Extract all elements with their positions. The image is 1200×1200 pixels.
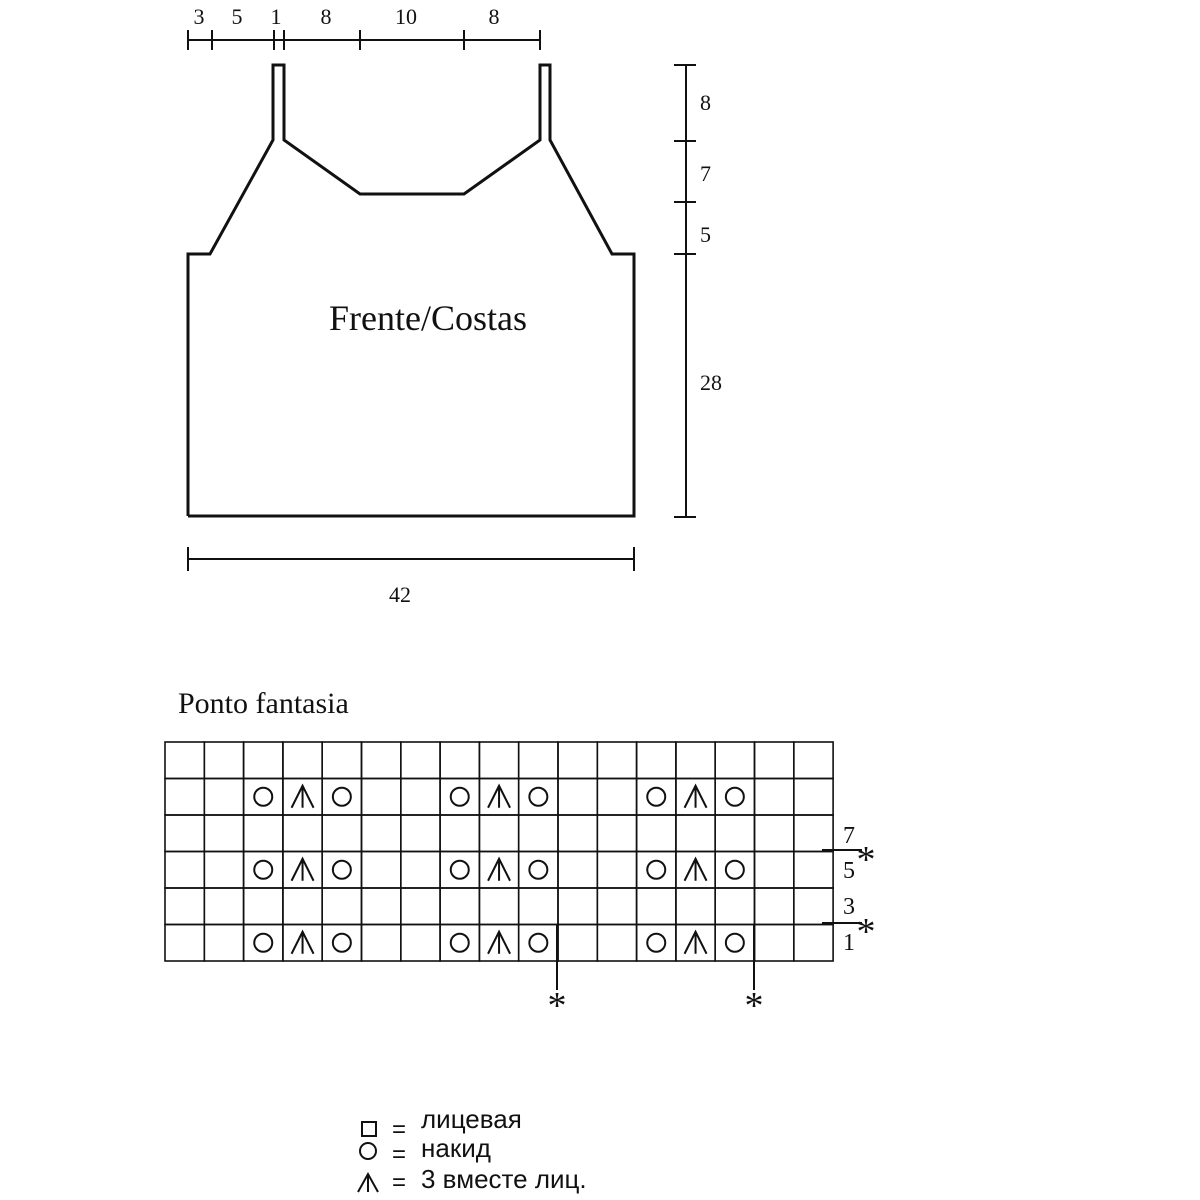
chart-cell [794, 888, 833, 925]
chart-cell [715, 852, 754, 889]
stitch-chart-symbols [254, 786, 744, 954]
chart-cell [558, 815, 597, 852]
chart-cell [322, 779, 361, 816]
chart-cell [558, 852, 597, 889]
chart-cell [165, 852, 204, 889]
legend-eq-1: = [392, 1116, 407, 1143]
chart-cell [519, 925, 558, 962]
chart-cell [755, 925, 794, 962]
k3tog-symbol [488, 932, 510, 954]
k3tog-symbol [685, 859, 707, 881]
stitch-chart-grid [165, 742, 833, 961]
side-measure-2: 7 [700, 161, 711, 186]
schematic-title: Frente/Costas [329, 298, 527, 338]
chart-cell [794, 742, 833, 779]
chart-cell [519, 852, 558, 889]
k3tog-symbol [292, 786, 314, 808]
chart-cell [755, 852, 794, 889]
chart-cell [597, 779, 636, 816]
chart-cell [401, 742, 440, 779]
yarn-over-symbol [254, 934, 272, 952]
chart-cell [519, 888, 558, 925]
chart-cell [204, 779, 243, 816]
yarn-over-symbol [726, 934, 744, 952]
yarn-over-symbol [451, 861, 469, 879]
chart-cell [597, 742, 636, 779]
legend-eq-3: = [392, 1169, 407, 1196]
top-measure-6: 8 [488, 4, 500, 29]
chart-cell [362, 925, 401, 962]
chart-cell [440, 815, 479, 852]
chart-cell [479, 888, 518, 925]
yarn-over-symbol [254, 861, 272, 879]
row-repeat-mark-lower: * [856, 911, 876, 953]
yarn-over-symbol [647, 861, 665, 879]
top-measure-2: 5 [231, 4, 243, 29]
chart-cell [637, 779, 676, 816]
chart-cell [244, 852, 283, 889]
chart-cell [401, 925, 440, 962]
row-repeat-mark-upper: * [856, 839, 876, 881]
chart-cell [676, 815, 715, 852]
chart-cell [401, 815, 440, 852]
knit-square-icon [362, 1122, 376, 1136]
side-measure-4: 28 [700, 370, 722, 395]
chart-cell [637, 852, 676, 889]
repeat-marks [548, 924, 764, 1027]
chart-cell [401, 779, 440, 816]
legend-label-yarn-over: накид [421, 1133, 491, 1163]
chart-cell [244, 779, 283, 816]
chart-cell [362, 779, 401, 816]
chart-cell [322, 925, 361, 962]
chart-cell [755, 888, 794, 925]
bottom-width-label: 42 [389, 582, 411, 607]
chart-cell [715, 888, 754, 925]
chart-cell [794, 925, 833, 962]
chart-cell [637, 925, 676, 962]
yarn-over-symbol [333, 788, 351, 806]
chart-cell [755, 742, 794, 779]
chart-cell [597, 888, 636, 925]
chart-cell [558, 779, 597, 816]
bottom-width-ruler [188, 547, 634, 607]
chart-cell [322, 742, 361, 779]
row-labels [822, 823, 876, 956]
side-measure-3: 5 [700, 222, 711, 247]
k3tog-symbol [488, 859, 510, 881]
chart-cell [204, 815, 243, 852]
yarn-over-symbol [529, 934, 547, 952]
k3tog-symbol [685, 932, 707, 954]
yarn-over-symbol [451, 934, 469, 952]
legend-label-knit: лицевая [421, 1104, 522, 1134]
chart-cell [244, 815, 283, 852]
row-label-5: 5 [843, 858, 855, 884]
chart-cell [165, 888, 204, 925]
yarn-over-symbol [726, 861, 744, 879]
legend-eq-2: = [392, 1141, 407, 1168]
row-label-7: 7 [843, 823, 855, 849]
chart-cell [479, 815, 518, 852]
k3tog-symbol [292, 932, 314, 954]
chart-cell [165, 742, 204, 779]
yarn-over-symbol [451, 788, 469, 806]
top-measure-4: 8 [320, 4, 332, 29]
chart-cell [440, 888, 479, 925]
chart-cell [362, 852, 401, 889]
chart-cell [440, 852, 479, 889]
chart-cell [637, 888, 676, 925]
legend [358, 1104, 587, 1196]
chart-cell [322, 852, 361, 889]
chart-cell [794, 852, 833, 889]
yarn-over-symbol [726, 788, 744, 806]
chart-cell [755, 779, 794, 816]
chart-cell [637, 815, 676, 852]
chart-cell [519, 815, 558, 852]
chart-cell [519, 779, 558, 816]
chart-cell [165, 925, 204, 962]
chart-cell [755, 815, 794, 852]
chart-cell [519, 742, 558, 779]
chart-cell [440, 742, 479, 779]
top-measure-5: 10 [395, 4, 417, 29]
top-measure-3: 1 [270, 4, 282, 29]
chart-cell [362, 815, 401, 852]
chart-cell [322, 815, 361, 852]
chart-cell [440, 779, 479, 816]
top-measurement-ruler [188, 4, 540, 50]
yarn-over-symbol [254, 788, 272, 806]
yarn-over-circle-icon [360, 1143, 376, 1159]
chart-cell [165, 815, 204, 852]
chart-cell [283, 815, 322, 852]
chart-cell [558, 742, 597, 779]
chart-cell [479, 742, 518, 779]
chart-cell [440, 925, 479, 962]
chart-cell [715, 815, 754, 852]
chart-cell [401, 888, 440, 925]
chart-cell [597, 815, 636, 852]
k3tog-symbol [292, 859, 314, 881]
chart-cell [597, 852, 636, 889]
chart-cell [204, 742, 243, 779]
chart-cell [283, 742, 322, 779]
yarn-over-symbol [647, 934, 665, 952]
chart-cell [715, 925, 754, 962]
chart-cell [676, 888, 715, 925]
chart-cell [637, 742, 676, 779]
chart-cell [794, 779, 833, 816]
chart-cell [362, 742, 401, 779]
chart-cell [244, 925, 283, 962]
chart-cell [204, 888, 243, 925]
chart-cell [794, 815, 833, 852]
chart-cell [715, 779, 754, 816]
legend-label-k3tog: 3 вместе лиц. [421, 1164, 587, 1194]
garment-outline [188, 65, 634, 516]
chart-cell [362, 888, 401, 925]
chart-cell [715, 742, 754, 779]
yarn-over-symbol [529, 788, 547, 806]
row-label-3: 3 [843, 894, 855, 920]
chart-cell [558, 888, 597, 925]
chart-title: Ponto fantasia [178, 687, 349, 720]
k3tog-symbol [685, 786, 707, 808]
row-label-1: 1 [843, 930, 855, 956]
repeat-mark-right: * [744, 985, 764, 1027]
chart-cell [283, 888, 322, 925]
side-measurement-ruler [674, 65, 722, 517]
k3tog-symbol [488, 786, 510, 808]
chart-cell [597, 925, 636, 962]
chart-cell [401, 852, 440, 889]
yarn-over-symbol [529, 861, 547, 879]
chart-cell [204, 925, 243, 962]
chart-cell [558, 925, 597, 962]
chart-cell [322, 888, 361, 925]
yarn-over-symbol [647, 788, 665, 806]
top-measure-1: 3 [193, 4, 205, 29]
chart-cell [676, 742, 715, 779]
yarn-over-symbol [333, 861, 351, 879]
yarn-over-symbol [333, 934, 351, 952]
side-measure-1: 8 [700, 90, 711, 115]
chart-cell [244, 742, 283, 779]
repeat-mark-left: * [547, 985, 567, 1027]
k3tog-icon [358, 1174, 378, 1192]
chart-cell [165, 779, 204, 816]
chart-cell [244, 888, 283, 925]
chart-cell [204, 852, 243, 889]
